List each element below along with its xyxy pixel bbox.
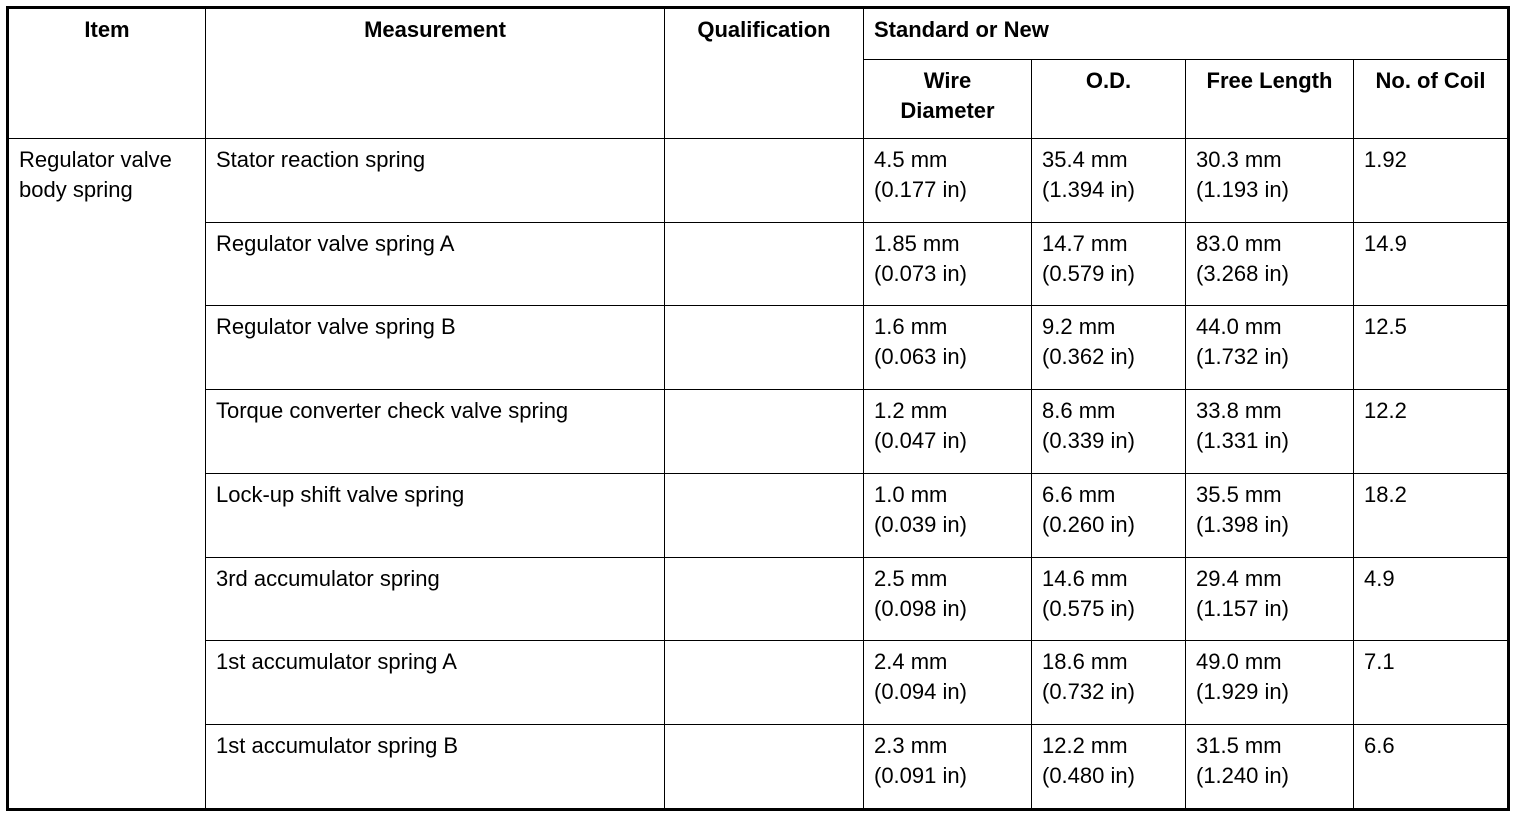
od-cell-line: (0.362 in) (1042, 344, 1135, 370)
free-length-cell (1186, 557, 1354, 641)
qualification-cell (665, 641, 864, 725)
table-row (8, 557, 1509, 641)
coil-cell: 18.2 (1354, 473, 1509, 557)
item-cell-line: Regulator valve (19, 147, 172, 172)
measurement-cell: Torque converter check valve spring (206, 390, 665, 474)
free-length-cell-line: 30.3 mm (1196, 147, 1282, 172)
od-cell-line: (0.575 in) (1042, 595, 1135, 621)
item-cell-line: body spring (19, 177, 133, 202)
coil-cell: 12.2 (1354, 390, 1509, 474)
od-cell-line: 6.6 mm (1042, 481, 1116, 507)
wire-diameter-cell (864, 473, 1032, 557)
od-cell-line: 9.2 mm (1042, 314, 1116, 340)
free-length-cell (1186, 139, 1354, 223)
qualification-cell (665, 557, 864, 641)
free-length-cell-line: 29.4 mm (1196, 565, 1282, 591)
od-cell-line: 18.6 mm (1042, 649, 1128, 675)
coil-cell: 12.5 (1354, 306, 1509, 390)
wire-diameter-cell-line: (0.177 in) (874, 177, 967, 202)
measurement-cell: 1st accumulator spring A (206, 641, 665, 725)
table-row (8, 473, 1509, 557)
wire-diameter-cell-line: (0.039 in) (874, 511, 967, 537)
wire-diameter-cell-line: 2.4 mm (874, 649, 948, 675)
header-wire-diameter (864, 60, 1032, 139)
free-length-cell-line: (1.732 in) (1196, 344, 1289, 370)
od-cell-line: (0.579 in) (1042, 260, 1135, 286)
header-measurement: Measurement (206, 8, 665, 139)
table-row (8, 725, 1509, 810)
od-cell (1032, 725, 1186, 810)
free-length-cell-line: (1.398 in) (1196, 511, 1289, 537)
od-cell-line: 35.4 mm (1042, 147, 1128, 172)
free-length-cell-line: (3.268 in) (1196, 260, 1289, 286)
od-cell-line: (0.732 in) (1042, 679, 1135, 705)
od-cell-line: (0.339 in) (1042, 428, 1135, 454)
wire-diameter-cell-line: 1.0 mm (874, 481, 948, 507)
od-cell (1032, 557, 1186, 641)
free-length-cell-line: (1.929 in) (1196, 679, 1289, 705)
wire-diameter-cell-line: 1.2 mm (874, 398, 948, 424)
free-length-cell-line: (1.157 in) (1196, 595, 1289, 621)
od-cell (1032, 390, 1186, 474)
wire-diameter-cell-line: (0.073 in) (874, 260, 967, 286)
wire-diameter-cell-line: 2.5 mm (874, 565, 948, 591)
table-row (8, 139, 1509, 223)
od-cell (1032, 139, 1186, 223)
table-row (8, 306, 1509, 390)
coil-cell: 1.92 (1354, 139, 1509, 223)
free-length-cell-line: (1.240 in) (1196, 763, 1289, 789)
free-length-cell-line: 33.8 mm (1196, 398, 1282, 424)
coil-cell: 6.6 (1354, 725, 1509, 810)
od-cell-line: (1.394 in) (1042, 177, 1135, 202)
free-length-cell-line: 44.0 mm (1196, 314, 1282, 340)
free-length-cell-line: 35.5 mm (1196, 481, 1282, 507)
od-cell-line: 14.6 mm (1042, 565, 1128, 591)
free-length-cell-line: 31.5 mm (1196, 733, 1282, 759)
free-length-cell-line: (1.193 in) (1196, 177, 1289, 202)
od-cell (1032, 473, 1186, 557)
wire-diameter-cell-line: 1.85 mm (874, 230, 960, 256)
wire-diameter-cell-line: 2.3 mm (874, 733, 948, 759)
header-row-top (8, 8, 1509, 60)
od-cell-line: (0.480 in) (1042, 763, 1135, 789)
od-cell-line: (0.260 in) (1042, 511, 1135, 537)
qualification-cell (665, 390, 864, 474)
od-cell-line: 14.7 mm (1042, 230, 1128, 256)
table-row (8, 641, 1509, 725)
free-length-cell (1186, 306, 1354, 390)
wire-diameter-cell-line: (0.063 in) (874, 344, 967, 370)
header-wire-diameter-line: Wire (923, 68, 972, 93)
od-cell (1032, 222, 1186, 306)
wire-diameter-cell-line: (0.098 in) (874, 595, 967, 621)
wire-diameter-cell (864, 390, 1032, 474)
coil-cell: 14.9 (1354, 222, 1509, 306)
od-cell-line: 8.6 mm (1042, 398, 1116, 424)
wire-diameter-cell-line: (0.047 in) (874, 428, 967, 454)
free-length-cell (1186, 390, 1354, 474)
qualification-cell (665, 306, 864, 390)
wire-diameter-cell (864, 306, 1032, 390)
header-free-length: Free Length (1186, 60, 1354, 139)
coil-cell: 7.1 (1354, 641, 1509, 725)
header-wire-diameter-line: Diameter (900, 98, 995, 123)
coil-cell: 4.9 (1354, 557, 1509, 641)
qualification-cell (665, 222, 864, 306)
wire-diameter-cell-line: 1.6 mm (874, 314, 948, 340)
wire-diameter-cell (864, 222, 1032, 306)
od-cell (1032, 306, 1186, 390)
table-row (8, 390, 1509, 474)
measurement-cell: Regulator valve spring B (206, 306, 665, 390)
header-standard-or-new: Standard or New (864, 8, 1509, 60)
qualification-cell (665, 473, 864, 557)
header-no-of-coil: No. of Coil (1354, 60, 1509, 139)
qualification-cell (665, 725, 864, 810)
free-length-cell-line: 83.0 mm (1196, 230, 1282, 256)
od-cell (1032, 641, 1186, 725)
measurement-cell: 3rd accumulator spring (206, 557, 665, 641)
header-item: Item (8, 8, 206, 139)
wire-diameter-cell (864, 641, 1032, 725)
free-length-cell (1186, 725, 1354, 810)
measurement-cell: Lock-up shift valve spring (206, 473, 665, 557)
wire-diameter-cell-line: (0.094 in) (874, 679, 967, 705)
qualification-cell (665, 139, 864, 223)
wire-diameter-cell-line: 4.5 mm (874, 147, 948, 172)
free-length-cell (1186, 222, 1354, 306)
free-length-cell-line: 49.0 mm (1196, 649, 1282, 675)
item-cell (8, 139, 206, 810)
table-row (8, 222, 1509, 306)
measurement-cell: Stator reaction spring (206, 139, 665, 223)
measurement-cell: 1st accumulator spring B (206, 725, 665, 810)
od-cell-line: 12.2 mm (1042, 733, 1128, 759)
free-length-cell-line: (1.331 in) (1196, 428, 1289, 454)
header-od: O.D. (1032, 60, 1186, 139)
wire-diameter-cell (864, 725, 1032, 810)
wire-diameter-cell (864, 139, 1032, 223)
wire-diameter-cell (864, 557, 1032, 641)
free-length-cell (1186, 641, 1354, 725)
free-length-cell (1186, 473, 1354, 557)
wire-diameter-cell-line: (0.091 in) (874, 763, 967, 789)
spring-spec-table (6, 6, 1510, 811)
header-qualification: Qualification (665, 8, 864, 139)
measurement-cell: Regulator valve spring A (206, 222, 665, 306)
